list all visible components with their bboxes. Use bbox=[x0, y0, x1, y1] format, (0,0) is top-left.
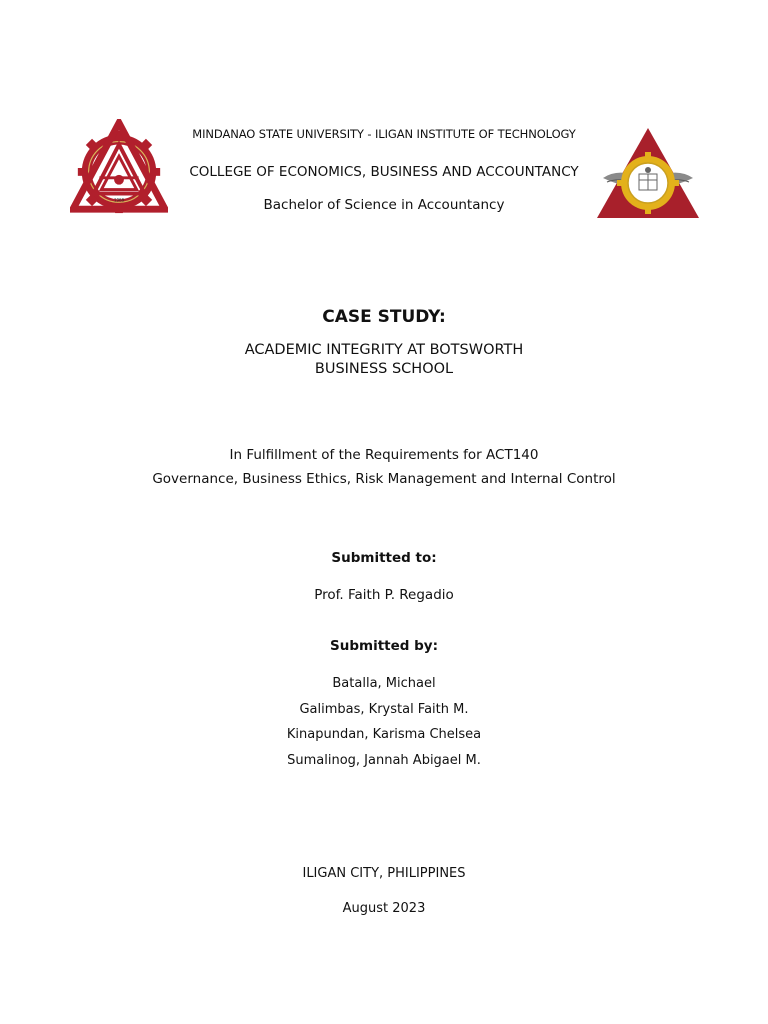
city-location: ILIGAN CITY, PHILIPPINES bbox=[302, 866, 466, 881]
submission-date: August 2023 bbox=[342, 901, 426, 916]
member-name: Batalla, Michael bbox=[332, 676, 436, 691]
case-title-line-2: BUSINESS SCHOOL bbox=[314, 361, 454, 377]
submitted-to-label: Submitted to: bbox=[331, 550, 437, 566]
university-name: MINDANAO STATE UNIVERSITY - ILIGAN INSTITUTE OF TECHNOLOGY bbox=[192, 127, 576, 141]
member-name: Kinapundan, Karisma Chelsea bbox=[286, 727, 482, 742]
seal-year: 1968 bbox=[114, 197, 124, 203]
fulfillment-line-2: Governance, Business Ethics, Risk Management and Internal Control bbox=[152, 471, 616, 487]
submitted-by-label: Submitted by: bbox=[330, 638, 438, 654]
members-list bbox=[0, 671, 768, 773]
program-name: Bachelor of Science in Accountancy bbox=[263, 197, 505, 213]
professor-name: Prof. Faith P. Regadio bbox=[314, 587, 454, 603]
fulfillment-line-1: In Fulfillment of the Requirements for ACT140 bbox=[229, 447, 539, 463]
member-name: Sumalinog, Jannah Abigael M. bbox=[287, 752, 481, 768]
fulfillment-statement bbox=[0, 443, 768, 491]
case-study-label: CASE STUDY: bbox=[322, 307, 446, 327]
case-title-line-1: ACADEMIC INTEGRITY AT BOTSWORTH bbox=[244, 342, 524, 358]
member-name: Galimbas, Krystal Faith M. bbox=[299, 701, 469, 717]
case-study-title bbox=[0, 341, 768, 379]
college-name: COLLEGE OF ECONOMICS, BUSINESS AND ACCOUNTANCY bbox=[189, 164, 579, 180]
